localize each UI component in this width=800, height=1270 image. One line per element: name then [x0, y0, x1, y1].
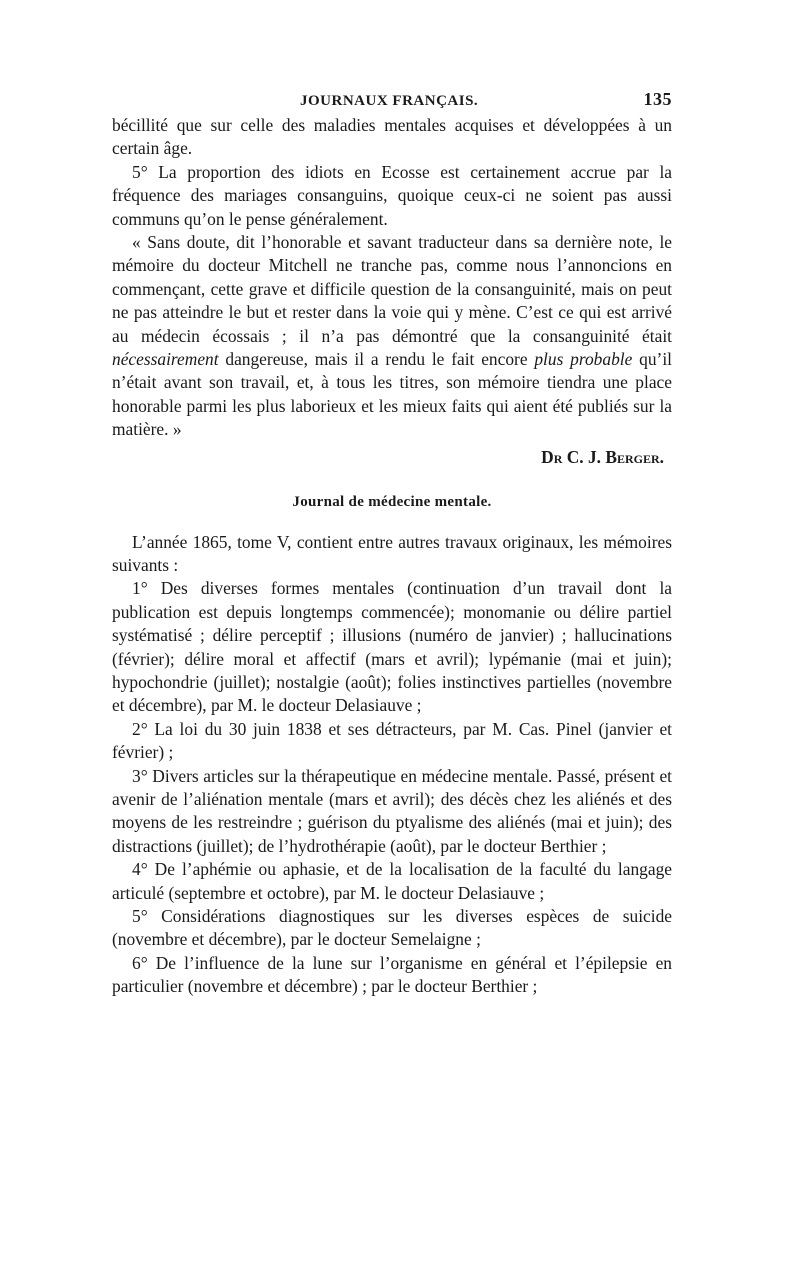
list-item-3: 3° Divers articles sur la thérapeutique en médecine mentale. Passé, présent et avenir de l’aliénation mentale (mars et avril); des décès chez les aliénés et des moyens de les restreindre ; guérison du ptyalisme des aliénés (mai et juin); des distractions (juillet); de l’hydrothérapie (août), par le docteur Berthier ; — [112, 765, 672, 856]
paragraph-continuation: bécillité que sur celle des maladies mentales acquises et développées à un certain âge. — [112, 115, 672, 159]
quote-text-2: dangereuse, mais il a rendu le fait encore — [218, 349, 535, 370]
quote-paragraph — [112, 231, 672, 442]
list-item-5: 5° Considérations diagnostiques sur les diverses espèces de suicide (novembre et décembre), par le docteur Semelaigne ; — [112, 906, 672, 950]
quote-italic-2: plus probable — [534, 349, 633, 370]
signature: Dr C. J. Berger. — [541, 446, 664, 467]
paragraph-intro: L’année 1865, tome V, contient entre autres travaux originaux, les mémoires suivants : — [112, 531, 672, 575]
running-head — [112, 88, 672, 114]
list-item-4: 4° De l’aphémie ou aphasie, et de la localisation de la faculté du langage articulé (septembre et octobre), par M. le docteur Delasiauve ; — [112, 859, 672, 903]
list-item-6: 6° De l’influence de la lune sur l’organisme en général et l’épilepsie en particulier (novembre et décembre) ; par le docteur Berthier ; — [112, 952, 672, 997]
paragraph-point-5: 5° La proportion des idiots en Ecosse est certainement accrue par la fréquence des mariages consanguins, quoique ceux-ci ne soient pas aussi communs qu’on le pense généralement. — [112, 161, 672, 229]
quote-italic-1: nécessairement — [112, 349, 219, 370]
list-item-1: 1° Des diverses formes mentales (continuation d’un travail dont la publication est depuis longtemps commencée); monomanie ou délire partiel systématisé ; délire perceptif ; illusions (numéro de janvier) ; hallucinations (février); délire moral et affectif (mars et avril); lypémanie (mai et juin); hypochondrie (juillet); nostalgie (août); folies instinctives partielles (novembre et décembre), par M. le docteur Delasiauve ; — [112, 578, 672, 716]
section-title: Journal de médecine mentale. — [292, 494, 492, 511]
book-page — [112, 88, 672, 999]
page-number: 135 — [643, 89, 672, 109]
quote-text-3: qu’il n’était avant son travail, et, à tous les titres, son mémoire tiendra une place honorable parmi les plus laborieux et les mieux faits qui aient été publiés sur la matière. » — [112, 349, 672, 440]
quote-text-1: « Sans doute, dit l’honorable et savant traducteur dans sa dernière note, le mémoire du docteur Mitchell ne tranche pas, comme nous l’annoncions en commençant, cette grave et difficile question de la consanguinité, mais on peut ne pas atteindre le but et rester dans la voie qui y mène. C’est ce qui est arrivé au médecin écossais ; il n’a pas démontré que la consanguinité était — [112, 232, 672, 346]
list-item-2: 2° La loi du 30 juin 1838 et ses détracteurs, par M. Cas. Pinel (janvier et février) ; — [112, 718, 672, 763]
running-head-title: JOURNAUX FRANÇAIS. — [300, 93, 479, 109]
